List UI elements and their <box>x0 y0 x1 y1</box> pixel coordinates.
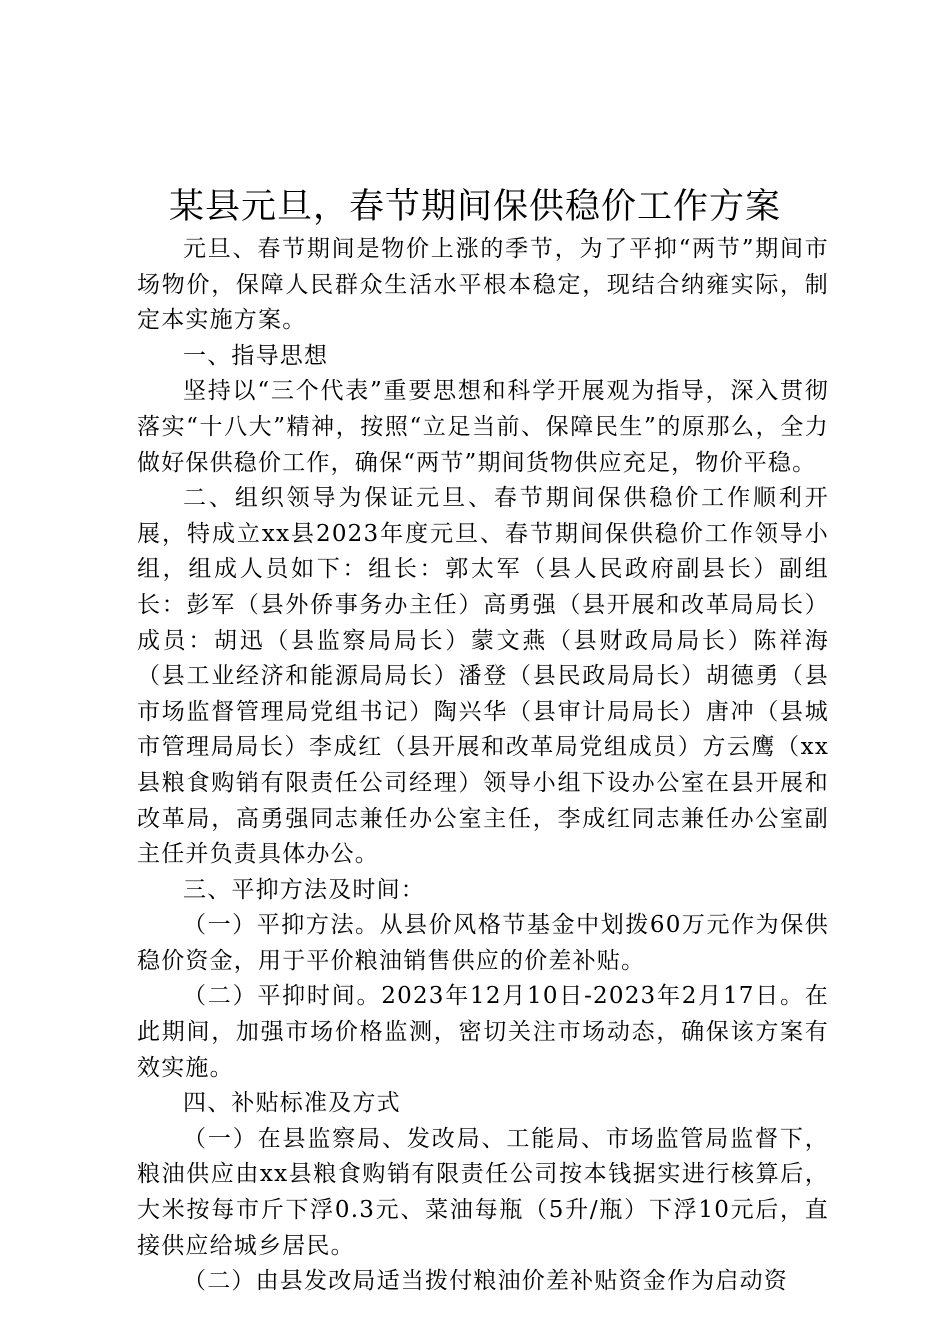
paragraph-method-2: （二）平抑时间。2023年12月10日-2023年2月17日。在此期间，加强市场价格监测，密切关注市场动态，确保该方案有效实施。 <box>137 983 829 1081</box>
paragraph-method-1: （一）平抑方法。从县价风格节基金中划拨60万元作为保供稳价资金，用于平价粮油销售供应的价差补贴。 <box>137 912 829 974</box>
document-title: 某县元旦，春节期间保供稳价工作方案 <box>168 187 781 227</box>
paragraph-subsidy-2: （二）由县发改局适当拨付粮油价差补贴资金作为启动资 <box>183 1268 788 1295</box>
document-body <box>137 232 829 1300</box>
paragraph-organization: 二、组织领导为保证元旦、春节期间保供稳价工作顺利开展，特成立xx县2023年度元旦、春节期间保供稳价工作领导小组，组成人员如下：组长：郭太军（县人民政府副县长）副组长：彭军（县外侨事务办主任）高勇强（县开展和改革局局长）成员：胡迅（县监察局局长）蒙文燕（县财政局局长）陈祥海（县工业经济和能源局局长）潘登（县民政局局长）胡德勇（县市场监督管理局党组书记）陶兴华（县审计局局长）唐冲（县城市管理局局长）李成红（县开展和改革局党组成员）方云鹰（xx县粮食购销有限责任公司经理）领导小组下设办公室在县开展和改革局，高勇强同志兼任办公室主任，李成红同志兼任办公室副主任并负责具体办公。 <box>137 485 829 868</box>
section-heading-subsidy: 四、补贴标准及方式 <box>183 1090 401 1117</box>
section-heading-methods: 三、平抑方法及时间： <box>183 876 425 903</box>
paragraph-guiding-thought: 坚持以“三个代表”重要思想和科学开展观为指导，深入贯彻落实“十八大”精神，按照“立足当前、保障民生”的原那么，全力做好保供稳价工作，确保“两节”期间货物供应充足，物价平稳。 <box>137 378 829 476</box>
paragraph-intro: 元旦、春节期间是物价上涨的季节，为了平抑“两节”期间市场物价，保障人民群众生活水平根本稳定，现结合纳雍实际，制定本实施方案。 <box>137 236 829 334</box>
section-heading-guiding-thought: 一、指导思想 <box>183 342 329 369</box>
paragraph-subsidy-1: （一）在县监察局、发改局、工能局、市场监管局监督下，粮油供应由xx县粮食购销有限责任公司按本钱据实进行核算后，大米按每市斤下浮0.3元、菜油每瓶（5升/瓶）下浮10元后，直接供应给城乡居民。 <box>137 1125 829 1259</box>
